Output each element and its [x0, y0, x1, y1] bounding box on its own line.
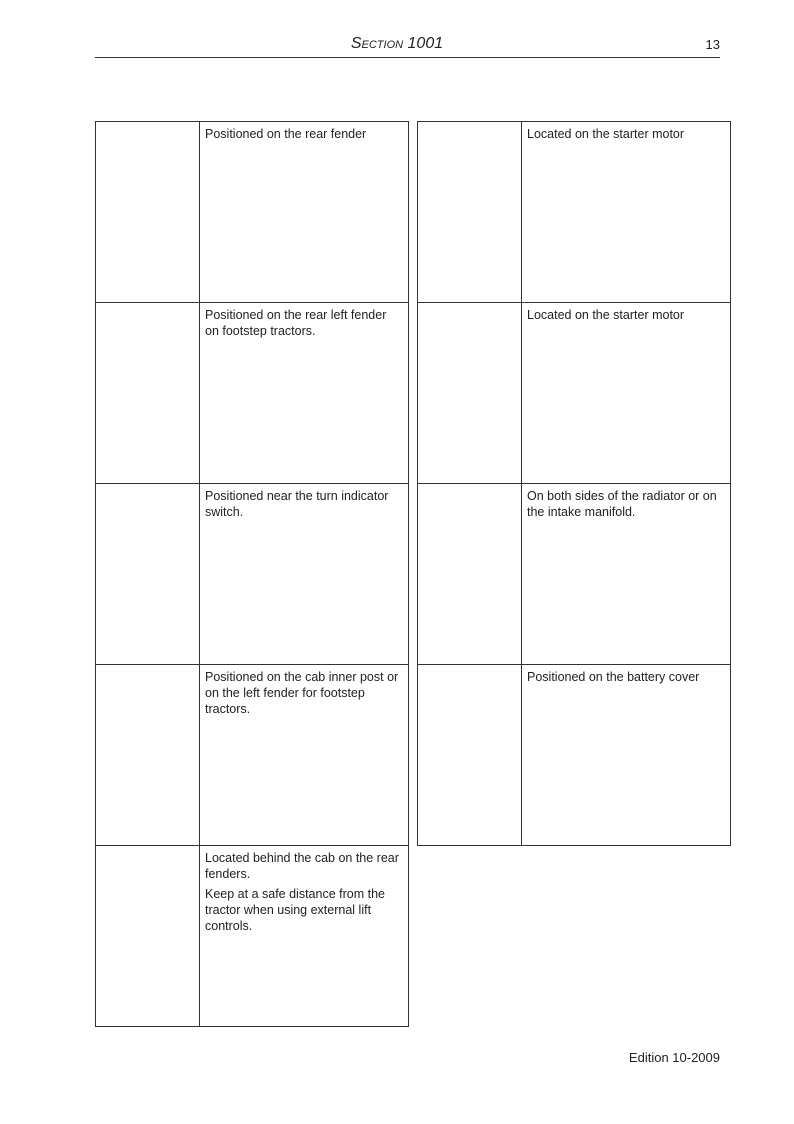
section-title: Section 1001 [350, 35, 444, 52]
decal-description: Positioned on the rear fender [205, 127, 367, 141]
table-row [96, 846, 409, 1027]
decal-image-cell [96, 484, 200, 665]
header-divider [95, 57, 720, 58]
decal-description: Located on the starter motor [527, 127, 685, 141]
table-row [96, 665, 409, 846]
decal-warning-note: Keep at a safe distance from the tractor when using external lift controls. [205, 887, 385, 933]
decal-image-cell [418, 303, 522, 484]
decal-image-cell [96, 303, 200, 484]
right-decal-table [417, 121, 731, 846]
table-row [418, 484, 731, 665]
decal-description-cell [522, 665, 731, 846]
table-row [96, 303, 409, 484]
decal-description-cell [522, 303, 731, 484]
decal-image-cell [418, 122, 522, 303]
decal-description-cell [200, 846, 409, 1027]
left-decal-table [95, 121, 409, 1027]
decal-description: Positioned near the turn indicator switch. [205, 489, 389, 519]
table-row [96, 122, 409, 303]
table-row [96, 484, 409, 665]
decal-description-cell [200, 665, 409, 846]
table-row [418, 122, 731, 303]
decal-description: Positioned on the battery cover [527, 670, 700, 684]
decal-description-cell [200, 303, 409, 484]
decal-image-cell [418, 665, 522, 846]
decal-image-cell [96, 665, 200, 846]
table-row [418, 303, 731, 484]
table-row [418, 665, 731, 846]
decal-description-cell [200, 122, 409, 303]
decal-description: Positioned on the cab inner post or on the left fender for footstep tractors. [205, 670, 399, 716]
decal-description-cell [522, 122, 731, 303]
decal-description-cell [522, 484, 731, 665]
edition-footer: Edition 10-2009 [628, 1050, 720, 1065]
decal-image-cell [418, 484, 522, 665]
decal-description-cell [200, 484, 409, 665]
decal-description: Positioned on the rear left fender on footstep tractors. [205, 308, 387, 338]
decal-image-cell [96, 846, 200, 1027]
page-number: 13 [705, 37, 720, 52]
decal-image-cell [96, 122, 200, 303]
decal-description: Located on the starter motor [527, 308, 685, 322]
decal-description: On both sides of the radiator or on the intake manifold. [527, 489, 717, 519]
decal-description: Located behind the cab on the rear fenders. [205, 851, 399, 881]
